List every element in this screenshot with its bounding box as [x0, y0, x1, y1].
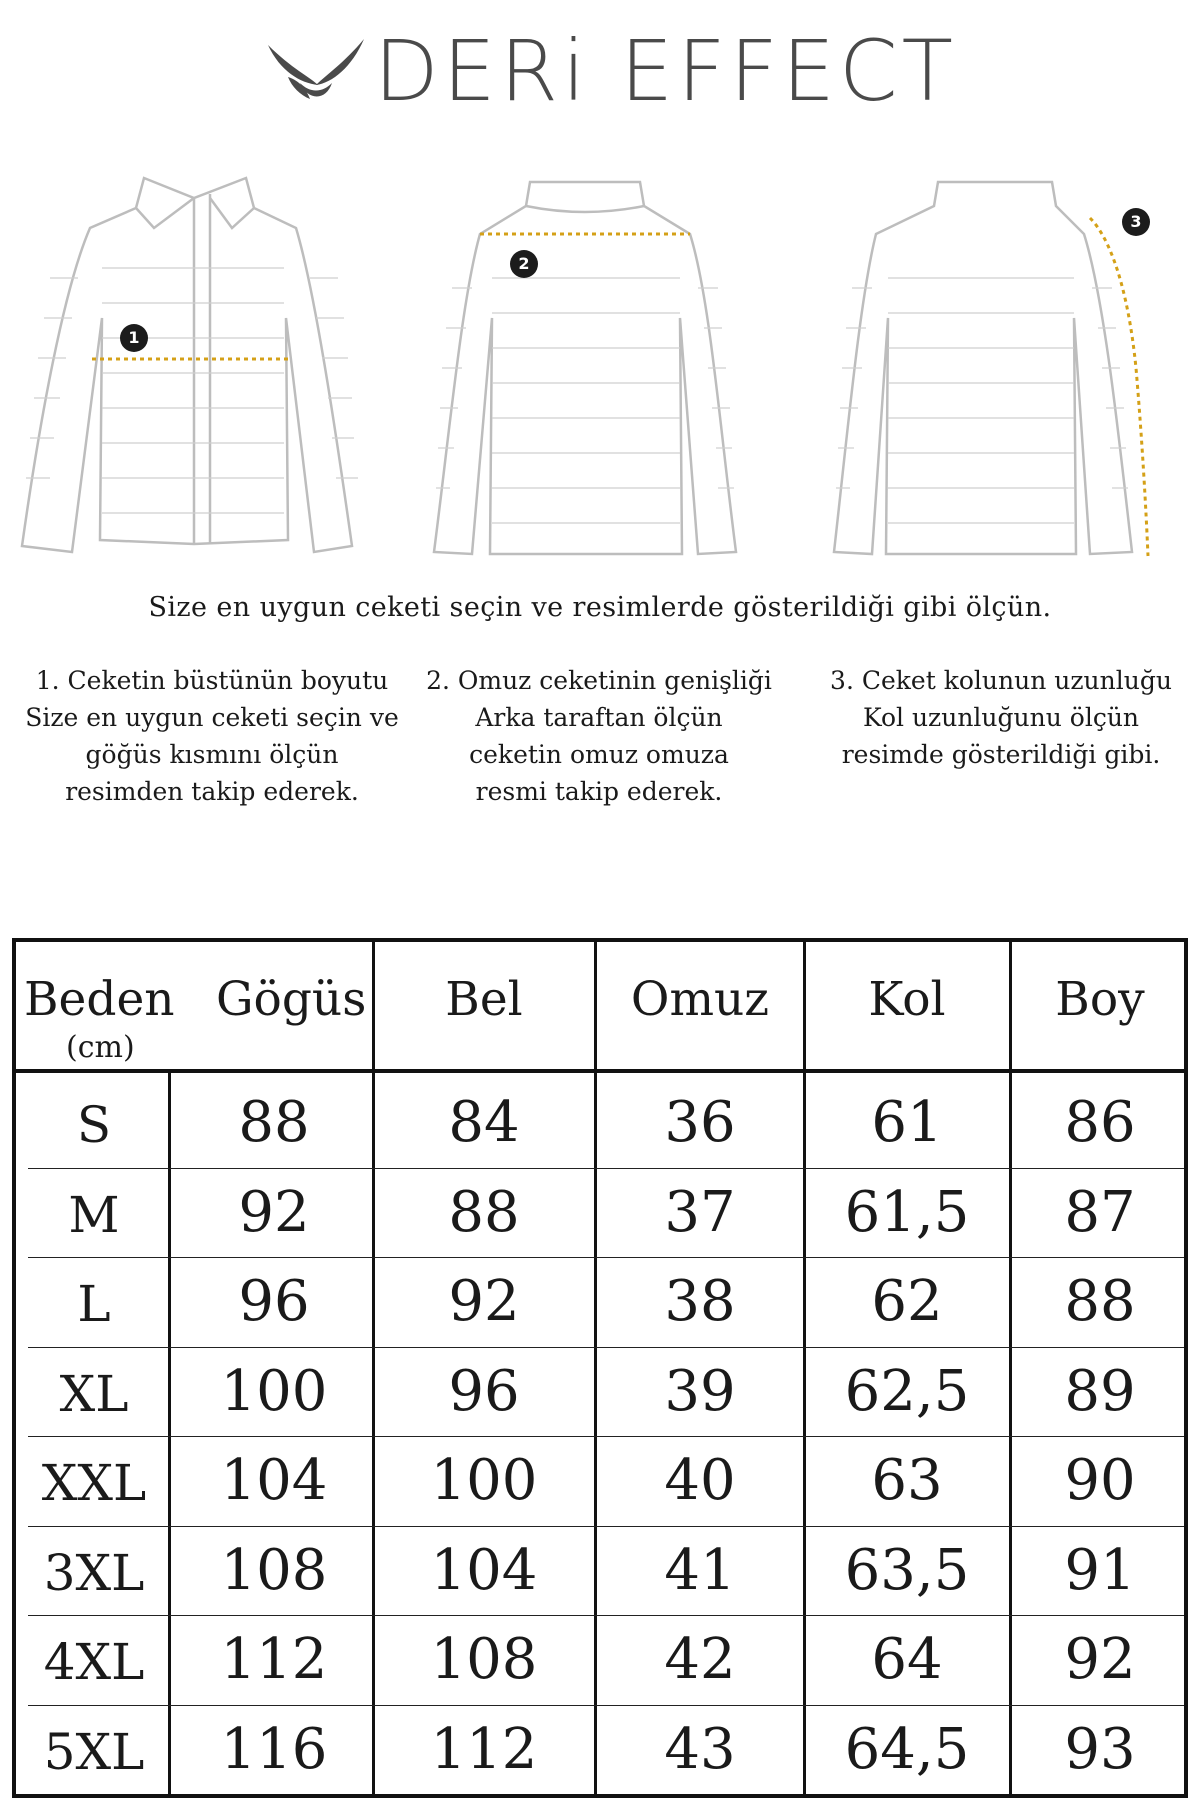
step-line: 1. Ceketin büstünün boyutu [35, 666, 389, 695]
step-line: ceketin omuz omuza [469, 740, 729, 769]
cell-omuz: 37 [664, 1179, 736, 1245]
cell-kol: 64,5 [844, 1716, 970, 1782]
row-divider [28, 1436, 1184, 1437]
cell-kol: 63,5 [844, 1537, 970, 1603]
cell-kol: 62 [871, 1269, 943, 1334]
cell-boy: 93 [1064, 1716, 1136, 1782]
step-line: Kol uzunluğunu ölçün [862, 703, 1140, 732]
step-line: resimde gösterildiği gibi. [841, 740, 1161, 769]
brand-name: DERi EFFECT [374, 22, 957, 120]
header-divider [16, 1069, 1184, 1073]
step-line: Size en uygun ceketi seçin ve [25, 703, 399, 732]
cell-omuz: 36 [664, 1090, 736, 1155]
cell-gogus: 116 [220, 1716, 328, 1782]
cell-omuz: 42 [664, 1627, 736, 1692]
cell-bel: 100 [430, 1448, 538, 1513]
cell-omuz: 40 [664, 1448, 736, 1513]
cell-gogus: 112 [220, 1627, 328, 1692]
size-label: 5XL [43, 1722, 145, 1781]
cell-bel: 112 [430, 1716, 538, 1782]
row-divider [28, 1615, 1184, 1616]
size-label: L [77, 1275, 111, 1333]
header-bel: Bel [445, 972, 523, 1027]
step-line: resmi takip ederek. [475, 777, 723, 806]
step-line: 3. Ceket kolunun uzunluğu [830, 666, 1172, 695]
cell-gogus: 100 [220, 1358, 328, 1424]
size-label: S [76, 1096, 112, 1154]
size-label: 3XL [43, 1543, 145, 1602]
cell-gogus: 104 [220, 1448, 328, 1513]
cell-kol: 64 [871, 1627, 943, 1692]
cell-kol: 61,5 [844, 1179, 970, 1245]
cell-omuz: 38 [664, 1269, 736, 1334]
step-line: göğüs kısmını ölçün [85, 740, 339, 769]
cell-boy: 86 [1064, 1090, 1136, 1155]
cell-bel: 92 [448, 1269, 520, 1334]
size-label: M [68, 1185, 120, 1244]
jacket-sleeve-illustration [790, 168, 1190, 572]
row-divider [28, 1168, 1184, 1169]
cell-bel: 104 [430, 1537, 538, 1603]
header-unit: (cm) [66, 1030, 135, 1065]
bull-head-icon [260, 31, 370, 111]
size-label: XL [59, 1364, 129, 1423]
brand-logo [260, 22, 960, 120]
header-omuz: Omuz [630, 972, 770, 1027]
cell-omuz: 41 [664, 1537, 736, 1603]
cell-gogus: 96 [238, 1269, 310, 1334]
jacket-front-illustration [14, 168, 374, 572]
size-column-divider [168, 1073, 171, 1794]
row-divider [28, 1705, 1184, 1706]
cell-bel: 108 [430, 1627, 538, 1692]
marker-1-badge: 1 [120, 324, 148, 352]
instruction-step-chest [12, 662, 412, 810]
row-divider [28, 1257, 1184, 1258]
measurement-illustrations [0, 168, 1200, 568]
size-label: 4XL [43, 1633, 145, 1691]
cell-bel: 88 [448, 1179, 520, 1245]
instructions-headline: Size en uygun ceketi seçin ve resimlerde gösterildiği gibi ölçün. [148, 592, 1052, 623]
cell-boy: 89 [1064, 1358, 1136, 1424]
step-line: Arka taraftan ölçün [475, 703, 723, 732]
header-gogus: Gögüs [216, 972, 367, 1027]
size-chart-table [12, 938, 1188, 1798]
header-beden: Beden [24, 972, 175, 1027]
size-label: XXL [41, 1454, 147, 1512]
header-boy: Boy [1055, 972, 1145, 1027]
header-kol: Kol [868, 972, 946, 1027]
jacket-back-illustration [400, 168, 770, 572]
cell-gogus: 88 [238, 1090, 310, 1155]
cell-kol: 63 [871, 1448, 943, 1513]
cell-omuz: 39 [664, 1358, 736, 1424]
instruction-step-shoulder [418, 662, 780, 810]
row-divider [28, 1526, 1184, 1527]
marker-3-badge: 3 [1122, 208, 1150, 236]
cell-boy: 87 [1064, 1179, 1136, 1245]
cell-bel: 96 [448, 1358, 520, 1424]
marker-2-badge: 2 [510, 250, 538, 278]
step-line: 2. Omuz ceketinin genişliği [426, 666, 772, 695]
instruction-step-sleeve [820, 662, 1182, 773]
step-line: resimden takip ederek. [65, 777, 359, 806]
cell-boy: 91 [1064, 1537, 1136, 1603]
cell-bel: 84 [448, 1090, 520, 1155]
cell-gogus: 108 [220, 1537, 328, 1603]
cell-omuz: 43 [664, 1716, 736, 1782]
cell-boy: 88 [1064, 1269, 1136, 1334]
cell-kol: 62,5 [844, 1358, 970, 1424]
row-divider [28, 1347, 1184, 1348]
cell-boy: 92 [1064, 1627, 1136, 1692]
cell-kol: 61 [871, 1090, 943, 1155]
cell-boy: 90 [1064, 1448, 1136, 1513]
cell-gogus: 92 [238, 1179, 310, 1245]
